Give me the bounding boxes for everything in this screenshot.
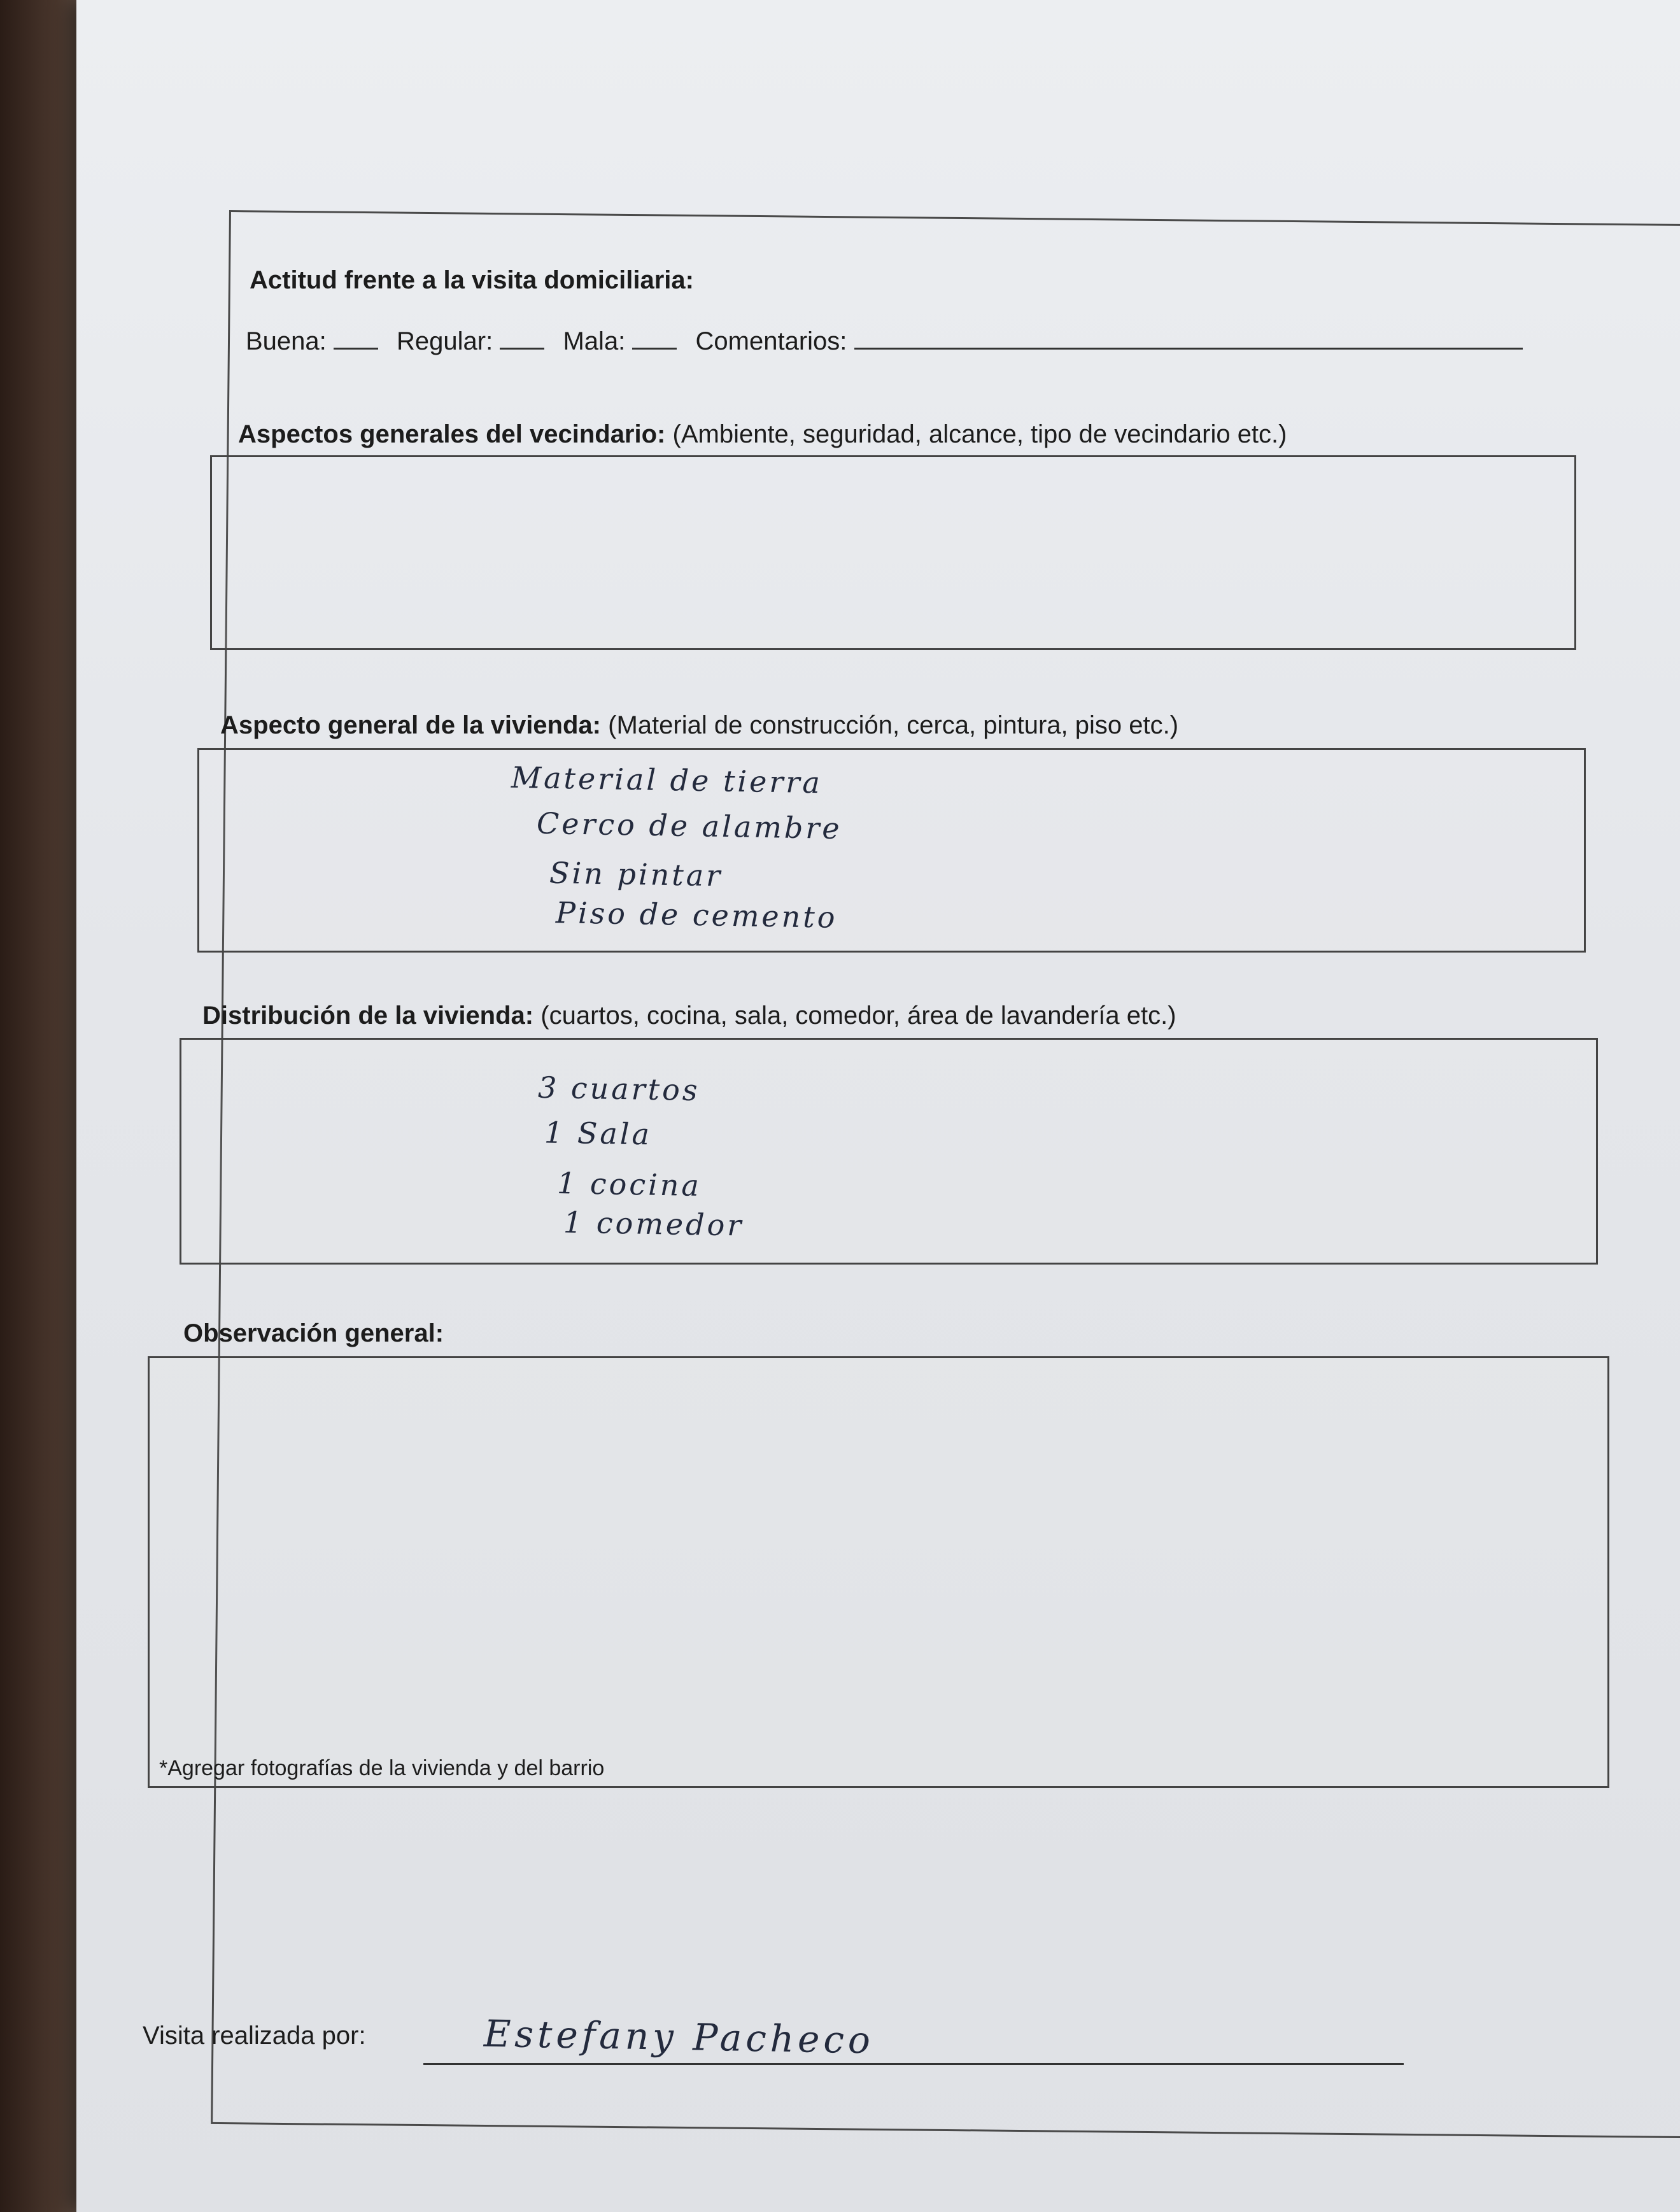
housing-aspect-heading <box>220 711 1178 740</box>
visit-label: Visita realizada por: <box>143 2022 366 2050</box>
neighborhood-title: Aspectos generales del vecindario: <box>238 420 666 448</box>
good-label: Buena: <box>246 327 327 355</box>
housing-note-3: Sin pintar <box>549 855 723 893</box>
distribution-note-3: 1 cocina <box>556 1166 702 1203</box>
housing-aspect-title: Aspecto general de la vivienda: <box>220 711 601 739</box>
attitude-options-row <box>246 326 1523 356</box>
attitude-title: Actitud frente a la visita domiciliaria: <box>250 266 694 294</box>
signature-text: Estefany Pacheco <box>483 2011 875 2062</box>
signature-line <box>423 2063 1404 2065</box>
comments-label: Comentarios: <box>695 327 847 355</box>
housing-aspect-box[interactable] <box>197 748 1586 953</box>
housing-note-1: Material de tierra <box>511 760 823 800</box>
distribution-note-1: 3 cuartos <box>537 1070 700 1108</box>
distribution-heading <box>202 1002 1176 1030</box>
housing-aspect-hint: (Material de construcción, cerca, pintura, piso etc.) <box>608 711 1179 739</box>
bad-field[interactable] <box>632 326 677 350</box>
bad-label: Mala: <box>563 327 626 355</box>
housing-note-2: Cerco de alambre <box>536 805 843 846</box>
distribution-title: Distribución de la vivienda: <box>202 1002 534 1030</box>
photo-note: *Agregar fotografías de la vivienda y del barrio <box>159 1756 605 1780</box>
regular-label: Regular: <box>397 327 493 355</box>
good-field[interactable] <box>334 326 378 350</box>
neighborhood-box[interactable] <box>210 455 1576 650</box>
form-page <box>76 0 1680 2212</box>
observation-title: Observación general: <box>183 1319 444 1347</box>
regular-field[interactable] <box>500 326 544 350</box>
neighborhood-hint: (Ambiente, seguridad, alcance, tipo de vecindario etc.) <box>672 420 1287 448</box>
comments-field[interactable] <box>854 326 1523 350</box>
distribution-note-4: 1 comedor <box>563 1205 744 1243</box>
distribution-box[interactable] <box>180 1038 1598 1265</box>
observation-box[interactable] <box>148 1356 1609 1788</box>
housing-note-4: Piso de cemento <box>555 895 838 935</box>
distribution-hint: (cuartos, cocina, sala, comedor, área de lavandería etc.) <box>540 1002 1176 1030</box>
neighborhood-heading <box>238 420 1287 449</box>
distribution-note-2: 1 Sala <box>544 1115 653 1152</box>
